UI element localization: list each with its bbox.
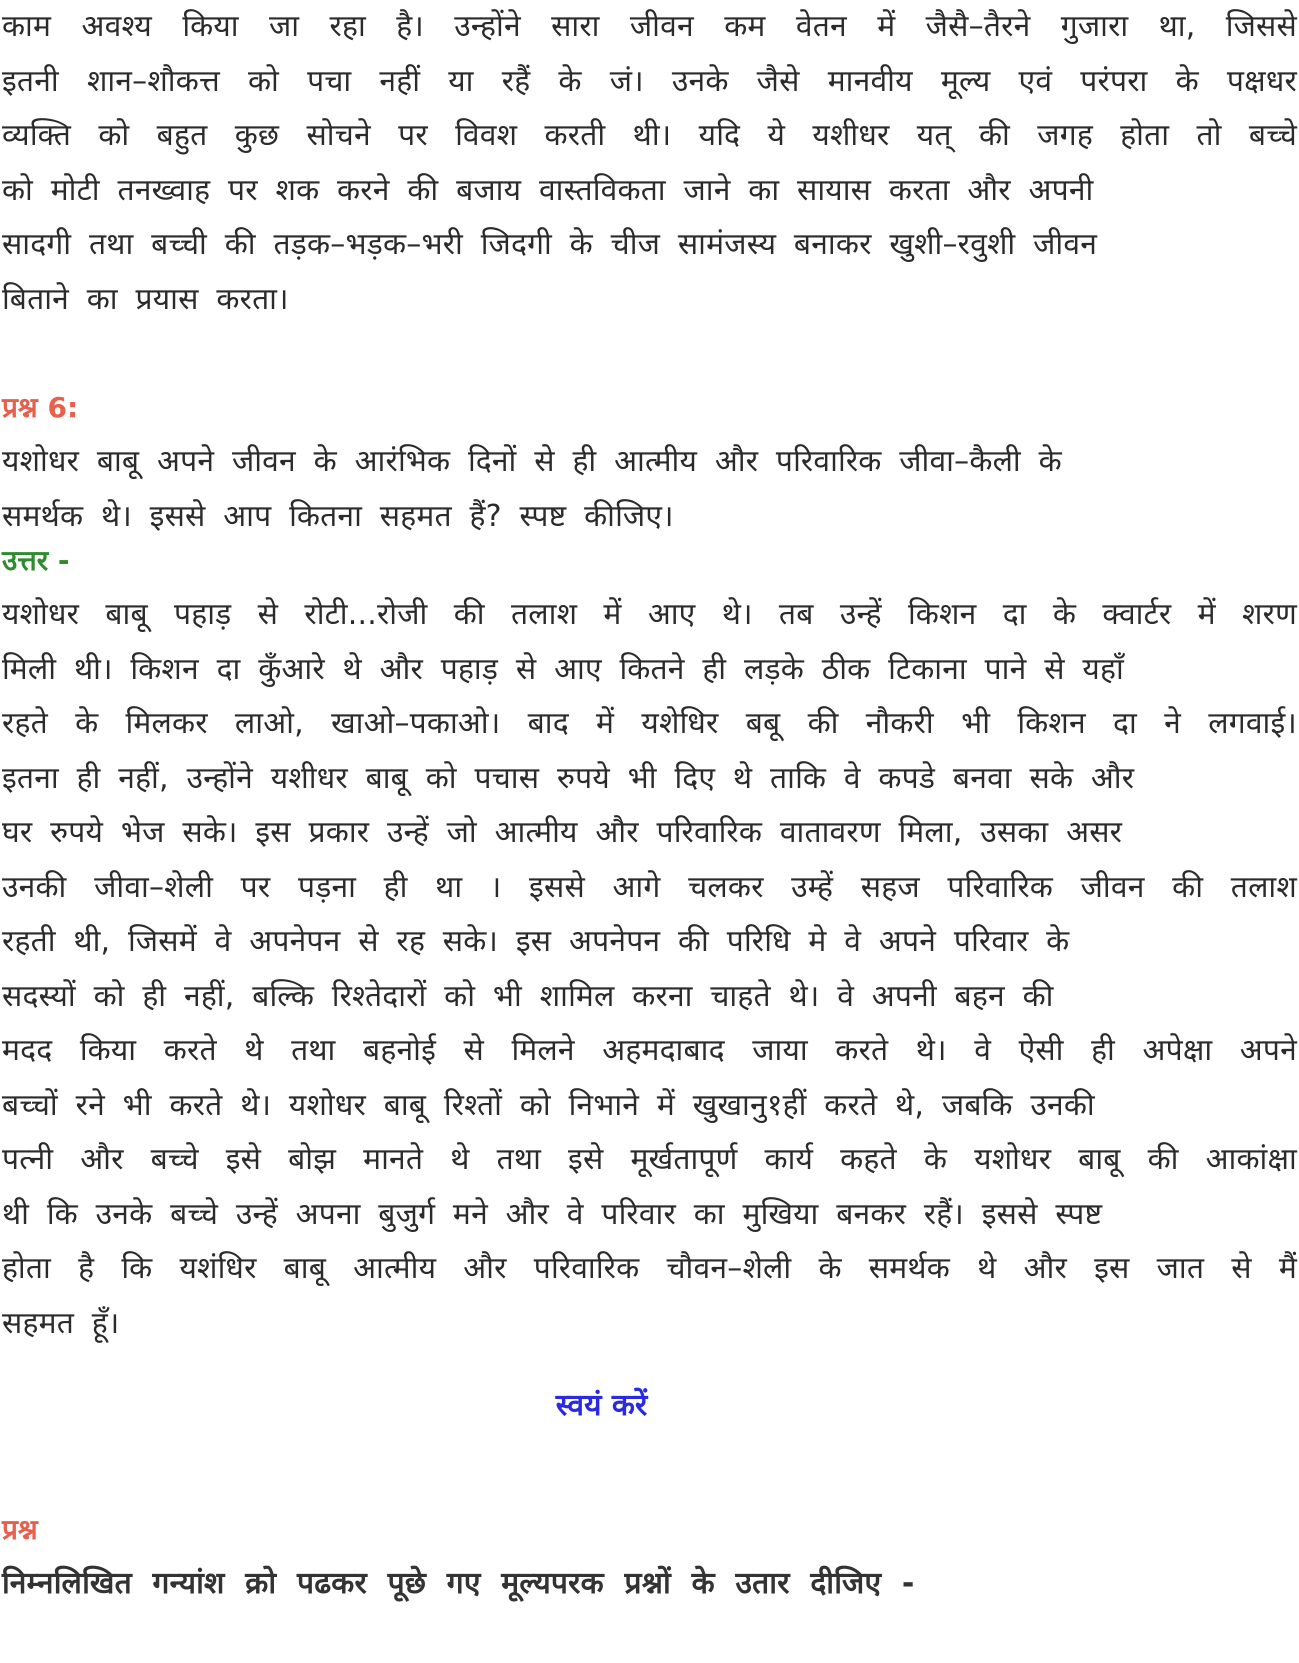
answer-line: रहती थी, जिसमें वे अपनेपन से रह सके। इस अपनेपन की परिधि मे वे अपने परिवार के xyxy=(2,924,1070,959)
answer-line: सदस्यों को ही नहीं, बल्कि रिश्तेदारों को भी शामिल करना चाहते थे। वे अपनी बहन की xyxy=(2,978,1054,1014)
paragraph-line: बिताने का प्रयास करता। xyxy=(2,281,289,317)
paragraph-line: काम अवश्य किया जा रहा है। उन्होंने सारा जीवन कम वेतन में जैसै–तैरने गुजारा था, जिससे xyxy=(2,9,1297,44)
question-6-label: प्रश्न 6: xyxy=(2,391,79,424)
answer-line: घर रुपये भेज सके। इस प्रकार उन्हें जो आत्मीय और परिवारिक वातावरण मिला, उसका असर xyxy=(2,815,1123,850)
question-line: समर्थक थे। इससे आप कितना सहमत हैं? स्पष्ट कीजिए। xyxy=(2,498,674,534)
self-practice-instruction: निम्नलिखित गन्यांश क्रो पढकर पूछे गए मूल्यपरक प्रश्नों के उतार दीजिए - xyxy=(2,1566,915,1601)
paragraph-line: सादगी तथा बच्ची की तड़क–भड़क–भरी जिदगी के चीज सामंजस्य बनाकर खुशी–रवुशी जीवन xyxy=(2,227,1098,262)
answer-line: उनकी जीवा–शेली पर पड़ना ही था । इससे आगे चलकर उम्हें सहज परिवारिक जीवन की तलाश xyxy=(2,869,1297,905)
answer-line: मिली थी। किशन दा कुँआरे थे और पहाड़ से आए कितने ही लड़के ठीक टिकाना पाने से यहाँ xyxy=(2,651,1124,687)
answer-line: इतना ही नहीं, उन्होंने यशीधर बाबू को पचास रुपये भी दिए थे ताकि वे कपडे बनवा सके और xyxy=(2,760,1135,796)
answer-line: यशोधर बाबू पहाड़ से रोटी...रोजी की तलाश में आए थे। तब उन्हें किशन दा के क्वार्टर में शरण xyxy=(2,597,1297,632)
answer-line: थी कि उनके बच्चे उन्हें अपना बुजुर्ग मने और वे परिवार का मुखिया बनकर रहैं। इससे स्पष्ट xyxy=(2,1196,1103,1232)
question-line: यशोधर बाबू अपने जीवन के आरंभिक दिनों से ही आत्मीय और परिवारिक जीवा–कैली के xyxy=(2,444,1062,479)
answer-6-text xyxy=(2,588,1299,1351)
question-6-text xyxy=(2,435,1299,544)
answer-line: सहमत हूँ। xyxy=(2,1305,120,1341)
answer-line: पत्नी और बच्चे इसे बोझ मानते थे तथा इसे मूर्खतापूर्ण कार्य कहते के यशोधर बाबू की आकांक्षा xyxy=(2,1142,1297,1177)
answer-6-label: उत्तर - xyxy=(2,544,70,577)
paragraph-line: को मोटी तनख्वाह पर शक करने की बजाय वास्तविकता जाने का सायास करता और अपनी xyxy=(2,172,1094,208)
paragraph-line: इतनी शान–शौकत्त को पचा नहीं या रहैं के जं। उनके जैसे मानवीय मूल्य एवं परंपरा के पक्षधर xyxy=(2,63,1297,99)
intro-paragraph xyxy=(2,0,1299,327)
paragraph-line: व्यक्ति को बहुत कुछ सोचने पर विवश करती थी। यदि ये यशीधर यत् की जगह होता तो बच्चे xyxy=(2,118,1297,153)
self-practice-question-label: प्रश्न xyxy=(2,1513,38,1546)
answer-line: होता है कि यशंधिर बाबू आत्मीय और परिवारिक चौवन–शेली के समर्थक थे और इस जात से मैं xyxy=(2,1251,1297,1286)
self-practice-title: स्वयं करें xyxy=(555,1388,648,1423)
answer-line: मदद किया करते थे तथा बहनोई से मिलने अहमदाबाद जाया करते थे। वे ऐसी ही अपेक्षा अपने xyxy=(2,1033,1297,1068)
answer-line: बच्चों रने भी करते थे। यशोधर बाबू रिश्तों को निभाने में खुखानु१हीं करते थे, जबकि उनकी xyxy=(2,1087,1095,1123)
answer-line: रहते के मिलकर लाओ, खाओ–पकाओ। बाद में यशेधिर बबू की नौकरी भी किशन दा ने लगवाई। xyxy=(2,706,1297,741)
